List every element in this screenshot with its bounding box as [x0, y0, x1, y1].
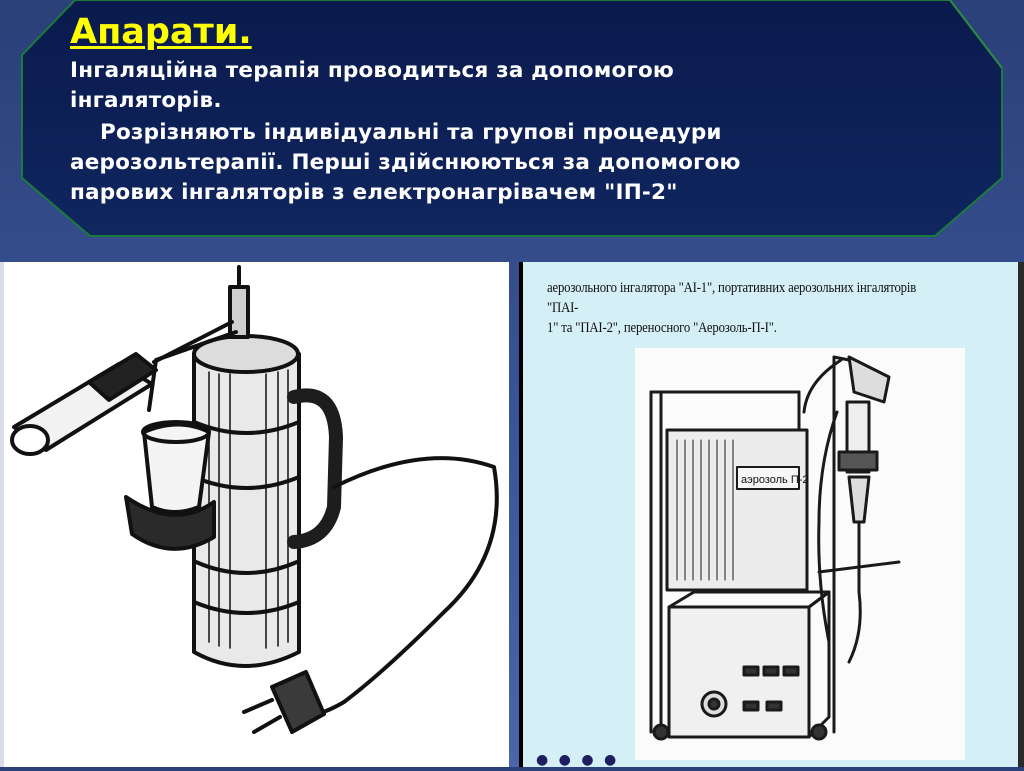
- steam-inhaler-drawing: [4, 262, 509, 767]
- paragraph-line: парових інгаляторів з електронагрівачем "ІП-2": [70, 180, 678, 205]
- paragraph-line: аерозольтерапії. Перші здійснюються за допомогою: [70, 150, 741, 175]
- paragraph-text: Розрізняють індивідуальні та групові процедури: [100, 120, 722, 145]
- paragraph-line: Інгаляційна терапія проводиться за допомогою: [70, 58, 675, 83]
- steam-inhaler-illustration: [0, 262, 509, 767]
- slide-text: [70, 8, 970, 208]
- aerosol-inhaler-illustration: [519, 262, 1024, 767]
- caption-line: аерозольного інгалятора "АІ-1", портативних аерозольних інгаляторів "ПАІ-: [547, 280, 917, 316]
- aerosol-inhaler-drawing: [519, 262, 1024, 767]
- slide-navigation-dots: ● ● ● ●: [536, 752, 620, 768]
- slide-title: Апарати.: [70, 12, 252, 52]
- paragraph-line: інгаляторів.: [70, 88, 222, 113]
- caption-line: 1" та "ПАІ-2", переносного "Аерозоль-П-І".: [547, 320, 777, 336]
- paragraph-line-indented: [70, 118, 970, 148]
- device-label: аэрозоль П-2: [741, 474, 809, 486]
